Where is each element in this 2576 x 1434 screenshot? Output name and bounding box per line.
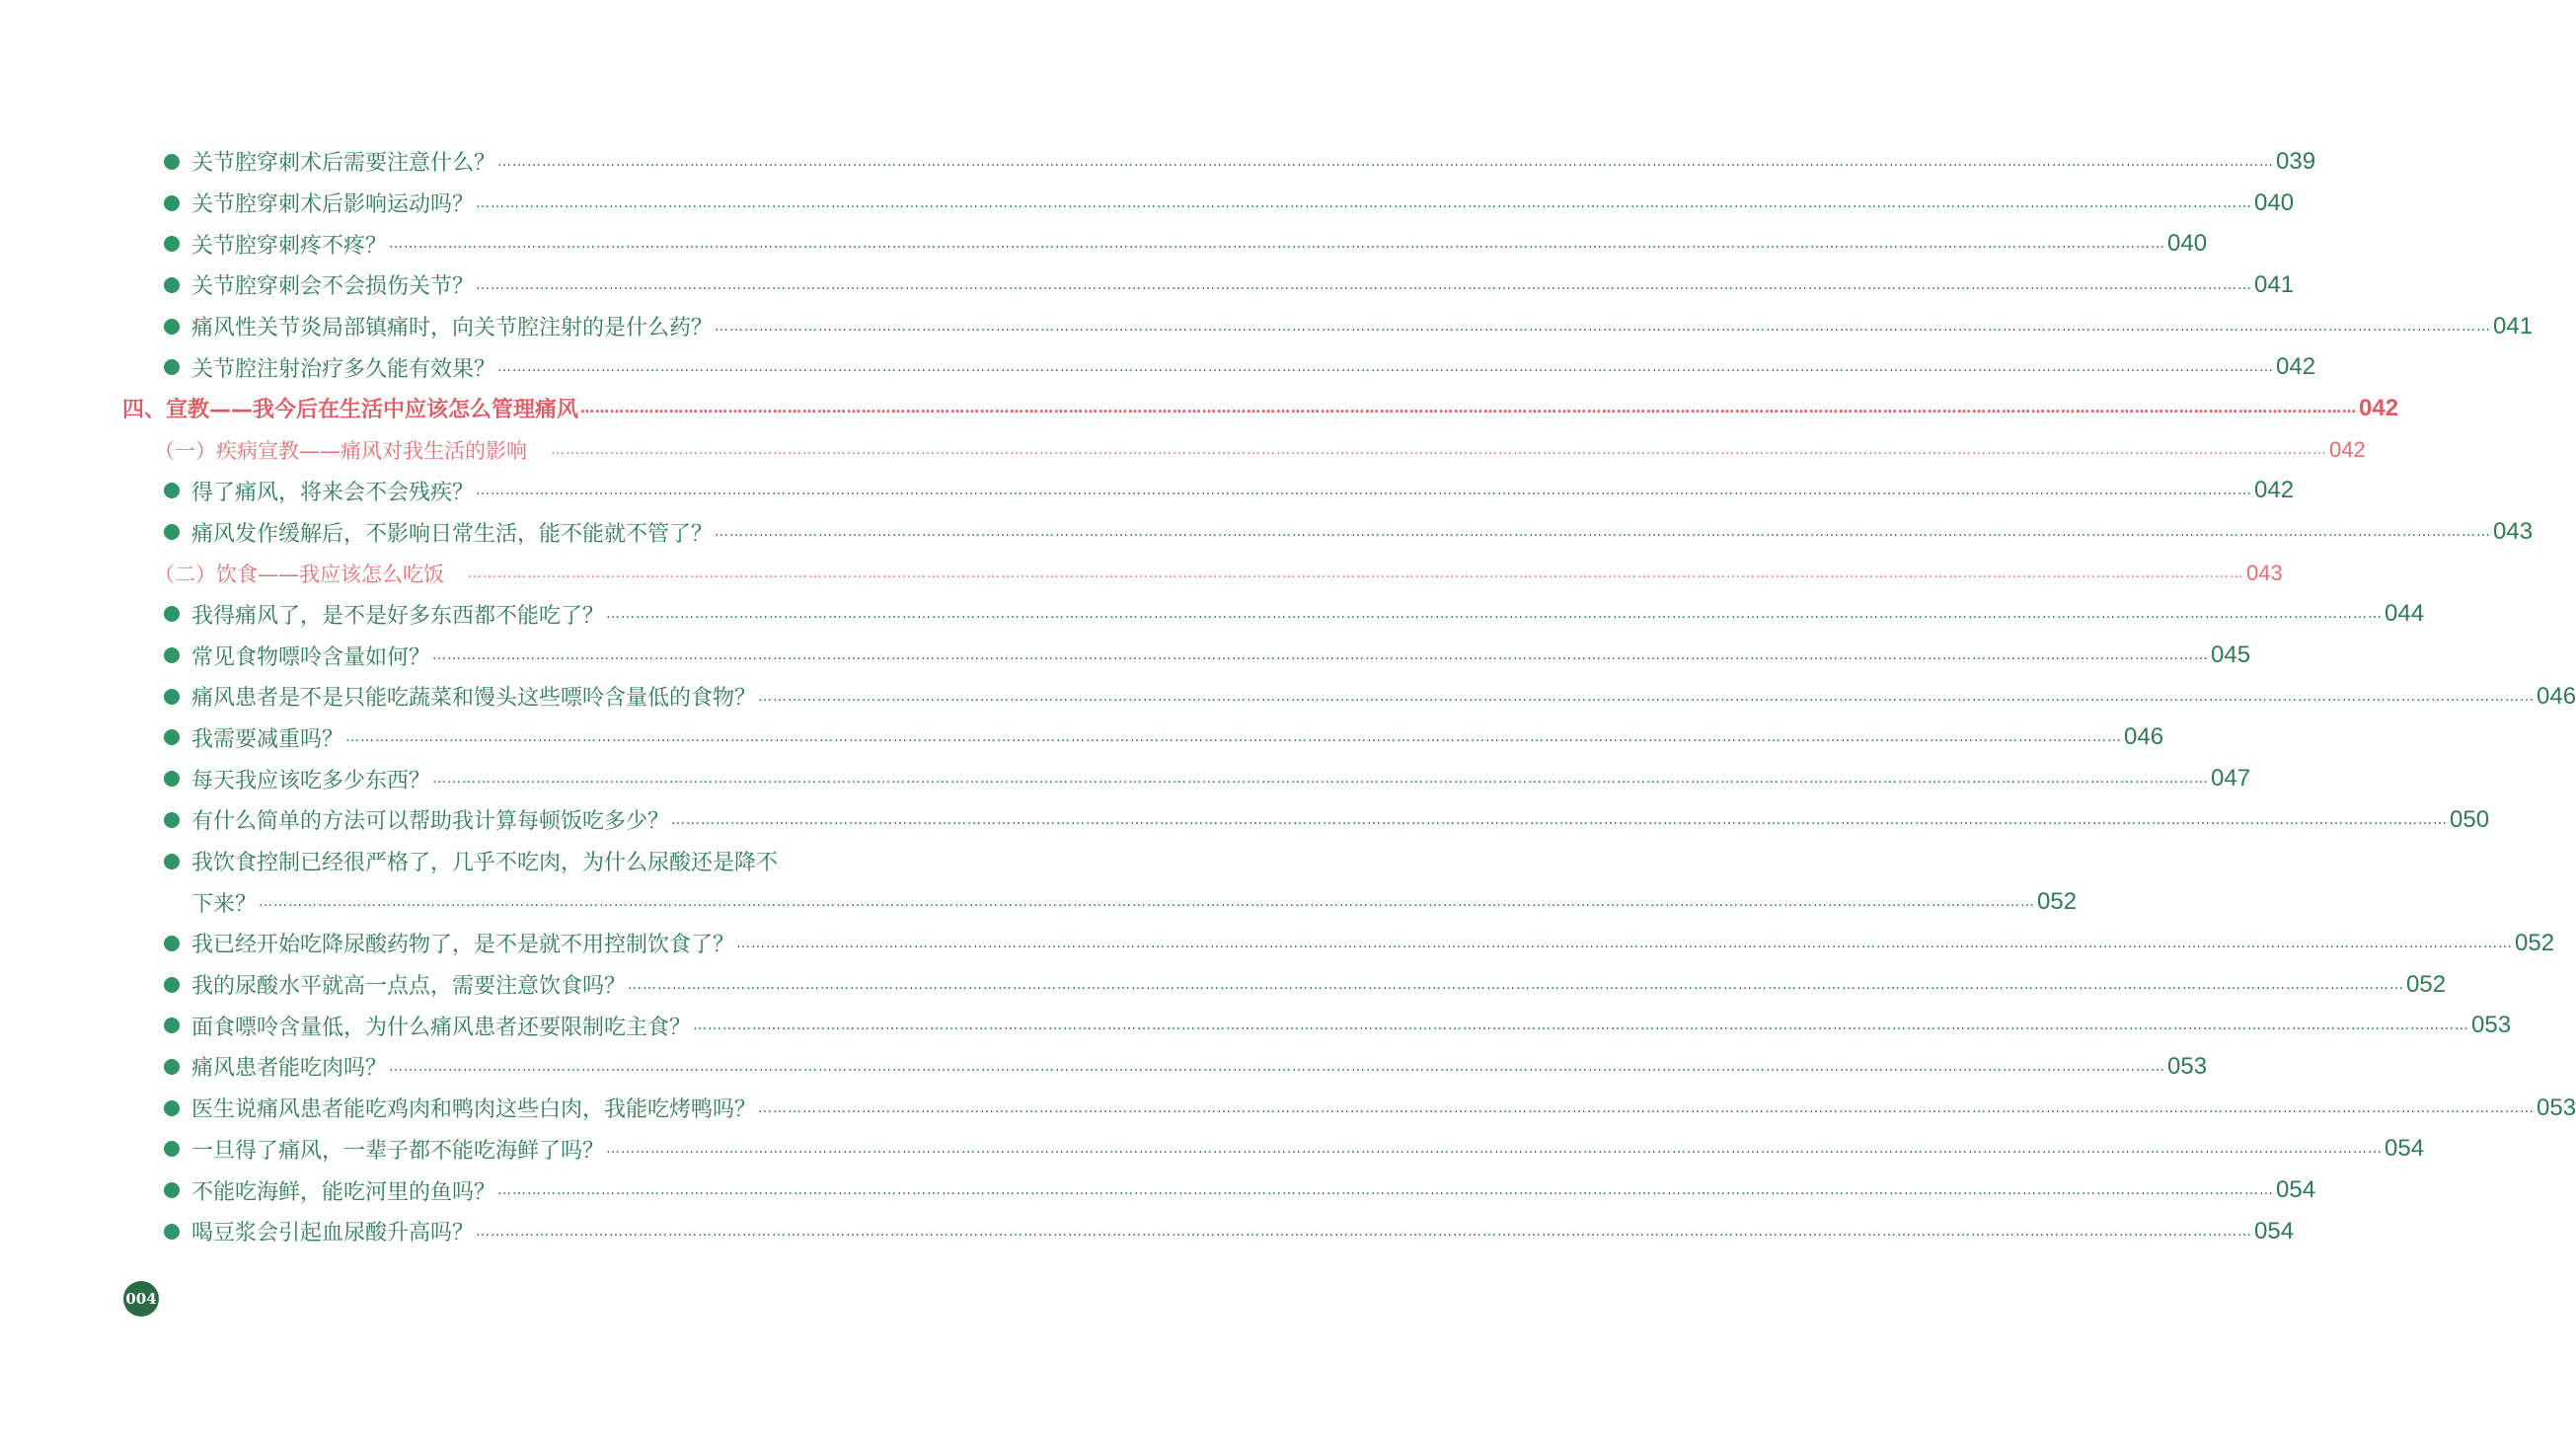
toc-entry-title: 我饮食控制已经很严格了，几乎不吃肉，为什么尿酸还是降不 bbox=[191, 851, 779, 876]
toc-entry bbox=[118, 511, 2534, 553]
dot-leader: ……………………………………………………………………………………………………………………………………………………………………………………………………………………………………………………………………………………………………………………………… bbox=[606, 606, 2384, 623]
toc-entry-title: 关节腔穿刺疼不疼？ bbox=[191, 233, 388, 259]
toc-entry-title: 我的尿酸水平就高一点点，需要注意饮食吗？ bbox=[191, 974, 627, 1000]
toc-page-number: 047 bbox=[2211, 765, 2251, 792]
toc-entry bbox=[118, 1088, 2576, 1129]
toc-entry-title: 关节腔穿刺会不会损伤关节？ bbox=[191, 274, 475, 300]
toc-entry-title: 每天我应该吃多少东西？ bbox=[191, 768, 431, 793]
dot-leader: ……………………………………………………………………………………………………………………………………………………………………………………………………………………………………………………………………………………………………………………………… bbox=[432, 771, 2210, 788]
toc-page-number: 042 bbox=[2329, 436, 2366, 462]
dot-leader: ……………………………………………………………………………………………………………………………………………………………………………………………………………………………………………………………………………………………………………………………… bbox=[476, 483, 2253, 499]
dot-leader: ……………………………………………………………………………………………………………………………………………………………………………………………………………………………………………………………………………………………………………………………… bbox=[476, 194, 2253, 211]
toc-entry bbox=[118, 676, 2576, 717]
toc-entry bbox=[118, 923, 2555, 964]
toc-page-number: 046 bbox=[2124, 723, 2164, 751]
toc-entry bbox=[118, 306, 2534, 347]
dot-leader: ……………………………………………………………………………………………………………………………………………………………………………………………………………………………………………………………………………………………………………………………… bbox=[497, 1182, 2275, 1199]
bullet-dot-icon bbox=[164, 1224, 180, 1240]
dot-leader: ……………………………………………………………………………………………………………………………………………………………………………………………………………………………………………………………………………………………………………………………… bbox=[476, 276, 2253, 293]
dot-leader: ……………………………………………………………………………………………………………………………………………………………………………………………………………………………………………………………………………………………………………………………… bbox=[758, 1099, 2536, 1116]
toc-page-number: 039 bbox=[2276, 147, 2316, 175]
toc-entry-title: 关节腔穿刺术后影响运动吗？ bbox=[191, 192, 475, 218]
dot-leader: ……………………………………………………………………………………………………………………………………………………………………………………………………………………………………………………………………………………………………………………………… bbox=[736, 935, 2514, 951]
dot-leader: ……………………………………………………………………………………………………………………………………………………………………………………………………………………………………………………………………………………………………………………………… bbox=[468, 565, 2244, 581]
toc-page-number: 042 bbox=[2254, 477, 2295, 504]
toc-entry bbox=[118, 964, 2447, 1006]
toc-page-number: 052 bbox=[2037, 888, 2078, 916]
toc-entry-title: 不能吃海鲜，能吃河里的鱼吗？ bbox=[191, 1179, 496, 1205]
dot-leader: ……………………………………………………………………………………………………………………………………………………………………………………………………………………………………………………………………………………………………………………………… bbox=[606, 1141, 2384, 1158]
toc-entry bbox=[118, 1211, 2295, 1252]
toc-entry bbox=[118, 1170, 2316, 1211]
bullet-dot-icon bbox=[164, 729, 180, 745]
dot-leader: ……………………………………………………………………………………………………………………………………………………………………………………………………………………………………………………………………………………………………………………………… bbox=[551, 441, 2327, 458]
toc-entry-title: 面食嘌呤含量低，为什么痛风患者还要限制吃主食？ bbox=[191, 1015, 692, 1040]
toc-entry-title: 痛风发作缓解后，不影响日常生活，能不能就不管了？ bbox=[191, 521, 714, 547]
dot-leader: ……………………………………………………………………………………………………………………………………………………………………………………………………………………………………………………………………………………………………………………………… bbox=[580, 400, 2358, 416]
toc-page-number: 044 bbox=[2385, 600, 2425, 628]
toc-entry-title: 喝豆浆会引起血尿酸升高吗？ bbox=[191, 1221, 475, 1246]
bullet-dot-icon bbox=[164, 1182, 180, 1198]
dot-leader: ……………………………………………………………………………………………………………………………………………………………………………………………………………………………………………………………………………………………………………………………… bbox=[715, 318, 2492, 335]
toc-entry-title: 痛风患者是不是只能吃蔬菜和馒头这些嘌呤含量低的食物？ bbox=[191, 686, 757, 712]
dot-leader: ……………………………………………………………………………………………………………………………………………………………………………………………………………………………………………………………………………………………………………………………… bbox=[259, 894, 2036, 911]
toc-entry-title: 我已经开始吃降尿酸药物了，是不是就不用控制饮食了？ bbox=[191, 933, 735, 958]
toc-entry bbox=[118, 223, 2208, 264]
toc-entry-title: 四、宣教——我今后在生活中应该怎么管理痛风 bbox=[122, 398, 579, 423]
bullet-dot-icon bbox=[164, 1100, 180, 1116]
page-number-badge: 004 bbox=[123, 1281, 159, 1317]
dot-leader: ……………………………………………………………………………………………………………………………………………………………………………………………………………………………………………………………………………………………………………………………… bbox=[758, 688, 2536, 705]
toc-entry-title: 关节腔注射治疗多久能有效果？ bbox=[191, 356, 496, 382]
bullet-dot-icon bbox=[164, 359, 180, 375]
bullet-dot-icon bbox=[164, 524, 180, 540]
toc-entry bbox=[118, 758, 2251, 799]
bullet-dot-icon bbox=[164, 1018, 180, 1033]
bullet-dot-icon bbox=[164, 1141, 180, 1157]
table-of-contents bbox=[118, 141, 2576, 1252]
toc-entry bbox=[118, 841, 880, 882]
dot-leader: ……………………………………………………………………………………………………………………………………………………………………………………………………………………………………………………………………………………………………………………………… bbox=[389, 236, 2166, 253]
dot-leader: ……………………………………………………………………………………………………………………………………………………………………………………………………………………………………………………………………………………………………………………………… bbox=[389, 1058, 2166, 1075]
bullet-dot-icon bbox=[164, 689, 180, 705]
toc-page-number: 052 bbox=[2406, 970, 2447, 998]
bullet-dot-icon bbox=[164, 154, 180, 170]
toc-entry-title: （一）疾病宣教——痛风对我生活的影响 bbox=[154, 438, 527, 463]
toc-page-number: 042 bbox=[2359, 394, 2399, 421]
dot-leader: ……………………………………………………………………………………………………………………………………………………………………………………………………………………………………………………………………………………………………………………………… bbox=[432, 647, 2210, 664]
toc-entry-title: 有什么简单的方法可以帮助我计算每顿饭吃多少？ bbox=[191, 809, 670, 835]
toc-page-number: 053 bbox=[2471, 1012, 2512, 1039]
dot-leader: ……………………………………………………………………………………………………………………………………………………………………………………………………………………………………………………………………………………………………………………………… bbox=[715, 524, 2492, 541]
toc-entry-title: 一旦得了痛风，一辈子都不能吃海鲜了吗？ bbox=[191, 1138, 605, 1164]
bullet-dot-icon bbox=[164, 236, 180, 252]
toc-entry-title: 我得痛风了，是不是好多东西都不能吃了？ bbox=[191, 603, 605, 629]
bullet-dot-icon bbox=[164, 319, 180, 335]
toc-page-number: 040 bbox=[2167, 230, 2208, 258]
toc-entry-title: 关节腔穿刺术后需要注意什么？ bbox=[191, 151, 496, 177]
toc-entry bbox=[118, 881, 2078, 923]
toc-page-number: 041 bbox=[2254, 270, 2295, 298]
bullet-dot-icon bbox=[164, 936, 180, 951]
toc-page-number: 053 bbox=[2167, 1052, 2208, 1080]
toc-page-number: 046 bbox=[2537, 682, 2576, 710]
toc-entry-title: 得了痛风，将来会不会残疾？ bbox=[191, 480, 475, 505]
toc-entry bbox=[118, 1005, 2512, 1046]
toc-entry bbox=[118, 1129, 2425, 1170]
toc-entry bbox=[118, 183, 2295, 224]
toc-page-number: 052 bbox=[2515, 929, 2555, 956]
toc-page-number: 040 bbox=[2254, 189, 2295, 216]
toc-page-number: 045 bbox=[2211, 642, 2251, 669]
toc-entry bbox=[118, 346, 2316, 388]
toc-entry-title: 痛风患者能吃肉吗？ bbox=[191, 1056, 388, 1082]
toc-entry bbox=[118, 594, 2425, 636]
toc-page-number: 043 bbox=[2493, 518, 2534, 546]
dot-leader: ……………………………………………………………………………………………………………………………………………………………………………………………………………………………………………………………………………………………………………………………… bbox=[693, 1018, 2470, 1034]
bullet-dot-icon bbox=[164, 647, 180, 663]
toc-entry-title: 下来？ bbox=[191, 891, 258, 917]
toc-entry-title: 常见食物嘌呤含量如何？ bbox=[191, 644, 431, 670]
toc-entry bbox=[118, 264, 2295, 306]
bullet-dot-icon bbox=[164, 195, 180, 211]
toc-subsection bbox=[118, 553, 2283, 594]
bullet-dot-icon bbox=[164, 483, 180, 498]
toc-page-number: 053 bbox=[2537, 1094, 2576, 1121]
dot-leader: ……………………………………………………………………………………………………………………………………………………………………………………………………………………………………………………………………………………………………………………………… bbox=[345, 729, 2123, 746]
toc-page-number: 054 bbox=[2254, 1217, 2295, 1245]
toc-entry-title: （二）饮食——我应该怎么吃饭 bbox=[154, 562, 444, 586]
bullet-dot-icon bbox=[164, 854, 180, 869]
bullet-dot-icon bbox=[164, 812, 180, 828]
toc-entry-title: 痛风性关节炎局部镇痛时，向关节腔注射的是什么药？ bbox=[191, 316, 714, 341]
toc-section-heading bbox=[118, 388, 2399, 429]
toc-entry-title: 我需要减重吗？ bbox=[191, 726, 344, 752]
bullet-dot-icon bbox=[164, 771, 180, 787]
toc-entry bbox=[118, 635, 2251, 676]
dot-leader: ……………………………………………………………………………………………………………………………………………………………………………………………………………………………………………………………………………………………………………………………… bbox=[497, 153, 2275, 170]
bullet-dot-icon bbox=[164, 977, 180, 993]
bullet-dot-icon bbox=[164, 1059, 180, 1075]
toc-subsection bbox=[118, 429, 2366, 471]
bullet-dot-icon bbox=[164, 606, 180, 622]
dot-leader: ……………………………………………………………………………………………………………………………………………………………………………………………………………………………………………………………………………………………………………………………… bbox=[476, 1223, 2253, 1240]
dot-leader: ……………………………………………………………………………………………………………………………………………………………………………………………………………………………………………………………………………………………………………………………… bbox=[497, 359, 2275, 376]
dot-leader: ……………………………………………………………………………………………………………………………………………………………………………………………………………………………………………………………………………………………………………………………… bbox=[671, 811, 2449, 828]
toc-page-number: 054 bbox=[2276, 1176, 2316, 1204]
dot-leader: ……………………………………………………………………………………………………………………………………………………………………………………………………………………………………………………………………………………………………………………………… bbox=[628, 976, 2405, 993]
toc-entry bbox=[118, 1046, 2208, 1088]
toc-page-number: 050 bbox=[2450, 805, 2490, 833]
toc-entry bbox=[118, 471, 2295, 512]
toc-page-number: 054 bbox=[2385, 1135, 2425, 1163]
toc-page-number: 042 bbox=[2276, 353, 2316, 381]
toc-entry bbox=[118, 799, 2490, 841]
toc-page-number: 041 bbox=[2493, 312, 2534, 340]
toc-entry bbox=[118, 141, 2316, 183]
toc-page-number: 043 bbox=[2246, 560, 2283, 585]
bullet-dot-icon bbox=[164, 277, 180, 293]
toc-entry-title: 医生说痛风患者能吃鸡肉和鸭肉这些白肉，我能吃烤鸭吗？ bbox=[191, 1097, 757, 1123]
toc-entry bbox=[118, 717, 2164, 759]
